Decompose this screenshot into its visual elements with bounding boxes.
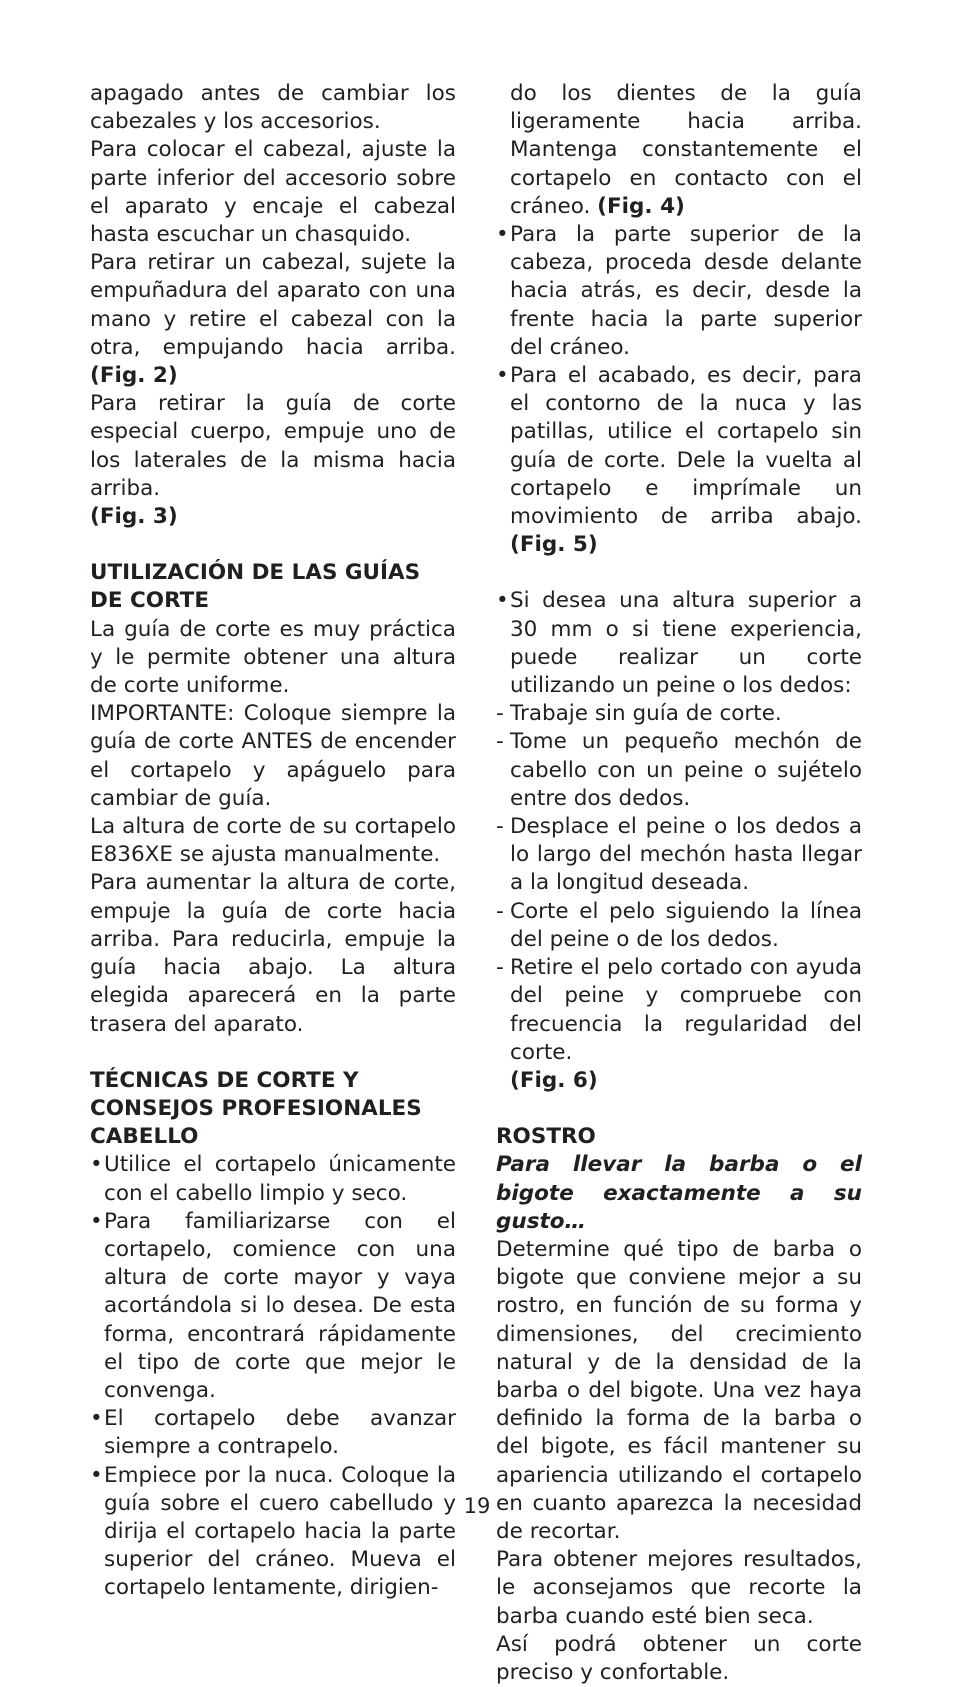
paragraph-text: Para retirar un cabezal, sujete la empuñadura del aparato con una mano y retire el cabezal con la otra, empujando hacia arriba. — [90, 250, 456, 360]
list-item-text: Para el acabado, es decir, para el contorno de la nuca y las patillas, utilice el cortapelo sin guía de corte. Dele la vuelta al cortapelo e imprímale un movimiento de arriba abajo. — [510, 363, 862, 530]
bullet-mark: • — [496, 588, 509, 614]
paragraph — [90, 390, 456, 531]
paragraph: IMPORTANTE: Coloque siempre la guía de corte ANTES de encender el cortapelo y apáguelo para cambiar de guía. — [90, 701, 456, 811]
figure-reference: (Fig. 5) — [510, 532, 598, 558]
paragraph: Para obtener mejores resultados, le aconsejamos que recorte la barba cuando esté bien seca. — [496, 1547, 862, 1629]
list-item-text: Utilice el cortapelo únicamente con el cabello limpio y seco. — [104, 1152, 456, 1206]
list-item — [90, 1405, 456, 1461]
dash-mark: - — [496, 814, 504, 840]
dash-mark: - — [496, 955, 504, 981]
paragraph — [90, 249, 456, 390]
list-item — [496, 221, 862, 362]
paragraph: Para aumentar la altura de corte, empuje la guía de corte hacia arriba. Para reducirla, empuje la guía hacia abajo. La altura elegida aparecerá en la parte trasera del aparato. — [90, 870, 456, 1037]
list-item-text: Si desea una altura superior a 30 mm o si tiene experiencia, puede realizar un corte utilizando un peine o los dedos: — [510, 588, 862, 699]
dash-mark: - — [496, 701, 504, 727]
paragraph-text: Para retirar la guía de corte especial cuerpo, empuje uno de los laterales de la misma hacia arriba. — [90, 391, 456, 501]
bullet-list — [496, 587, 862, 700]
list-item-text: Desplace el peine o los dedos a lo largo del mechón hasta llegar a la longitud deseada. — [510, 814, 862, 896]
paragraph-text: do los dientes de la guía ligeramente hacia arriba. Mantenga constantemente el cortapelo en contacto con el cráneo. — [510, 81, 862, 219]
bullet-list — [90, 1151, 456, 1602]
paragraph: Determine qué tipo de barba o bigote que conviene mejor a su rostro, en función de su forma y dimensiones, del crecimiento natural y de la densidad de la barba o del bigote. Una vez haya definido la forma de la barba o del bigote, es fácil mantener su apariencia utilizando el cortapelo en cuanto aparezca la necesidad de recortar. — [496, 1236, 862, 1544]
figure-reference: (Fig. 6) — [510, 1067, 598, 1093]
dash-mark: - — [496, 898, 504, 924]
list-item — [496, 362, 862, 559]
dash-list — [496, 700, 862, 1095]
section-heading: ROSTRO — [496, 1124, 596, 1150]
bullet-mark: • — [90, 1462, 103, 1488]
page-number: 19 — [463, 1494, 491, 1518]
list-item — [496, 700, 862, 728]
figure-reference: (Fig. 3) — [90, 504, 178, 530]
paragraph: apagado antes de cambiar los cabezales y los accesorios. — [90, 81, 456, 135]
list-item — [496, 728, 862, 813]
list-item-text: Para familiarizarse con el cortapelo, comience con una altura de corte mayor y vaya acortándola si lo desea. De esta forma, encontrará rápidamente el tipo de corte que mejor le convenga. — [104, 1208, 456, 1403]
list-item — [90, 1208, 456, 1405]
bullet-mark: • — [90, 1208, 103, 1234]
left-column — [90, 80, 456, 1603]
list-item — [496, 813, 862, 898]
list-item-text: Empiece por la nuca. Coloque la guía sobre el cuero cabelludo y dirija el cortapelo hacia la parte superior del cráneo. Mueva el cortapelo lentamente, dirigien- — [104, 1462, 456, 1601]
list-item-text: Para la parte superior de la cabeza, proceda desde delante hacia atrás, es decir, desde la frente hacia la parte superior del cráneo. — [510, 222, 862, 360]
list-item — [496, 587, 862, 700]
dash-mark: - — [496, 729, 504, 755]
list-item-text: Retire el pelo cortado con ayuda del peine y compruebe con frecuencia la regularidad del corte. — [510, 955, 862, 1065]
list-item — [496, 954, 862, 1095]
section-subtitle: Para llevar la barba o el bigote exactamente a su gusto… — [496, 1152, 862, 1234]
list-item-text: Corte el pelo siguiendo la línea del peine o de los dedos. — [510, 898, 862, 952]
figure-reference: (Fig. 2) — [90, 363, 178, 389]
paragraph — [496, 80, 862, 221]
paragraph: Así podrá obtener un corte preciso y confortable. — [496, 1631, 862, 1685]
paragraph: Para colocar el cabezal, ajuste la parte inferior del accesorio sobre el aparato y encaje el cabezal hasta escuchar un chasquido. — [90, 137, 456, 248]
figure-reference: (Fig. 4) — [597, 193, 685, 219]
section-heading: UTILIZACIÓN DE LAS GUÍAS DE CORTE — [90, 560, 421, 614]
list-item-text: Tome un pequeño mechón de cabello con un peine o sujételo entre dos dedos. — [510, 729, 862, 811]
right-column — [496, 80, 862, 1687]
list-item — [90, 1462, 456, 1603]
bullet-mark: • — [90, 1406, 103, 1432]
bullet-mark: • — [496, 222, 509, 248]
bullet-mark: • — [496, 363, 509, 389]
list-item — [90, 1151, 456, 1207]
section-heading: TÉCNICAS DE CORTE Y CONSEJOS PROFESIONALES CABELLO — [90, 1067, 422, 1150]
paragraph: La altura de corte de su cortapelo E836XE se ajusta manualmente. — [90, 814, 456, 868]
list-item-text: Trabaje sin guía de corte. — [510, 701, 782, 727]
bullet-mark: • — [90, 1152, 103, 1178]
list-item — [496, 898, 862, 954]
list-item-text: El cortapelo debe avanzar siempre a contrapelo. — [104, 1406, 456, 1460]
bullet-list — [496, 221, 862, 559]
paragraph: La guía de corte es muy práctica y le permite obtener una altura de corte uniforme. — [90, 616, 456, 699]
